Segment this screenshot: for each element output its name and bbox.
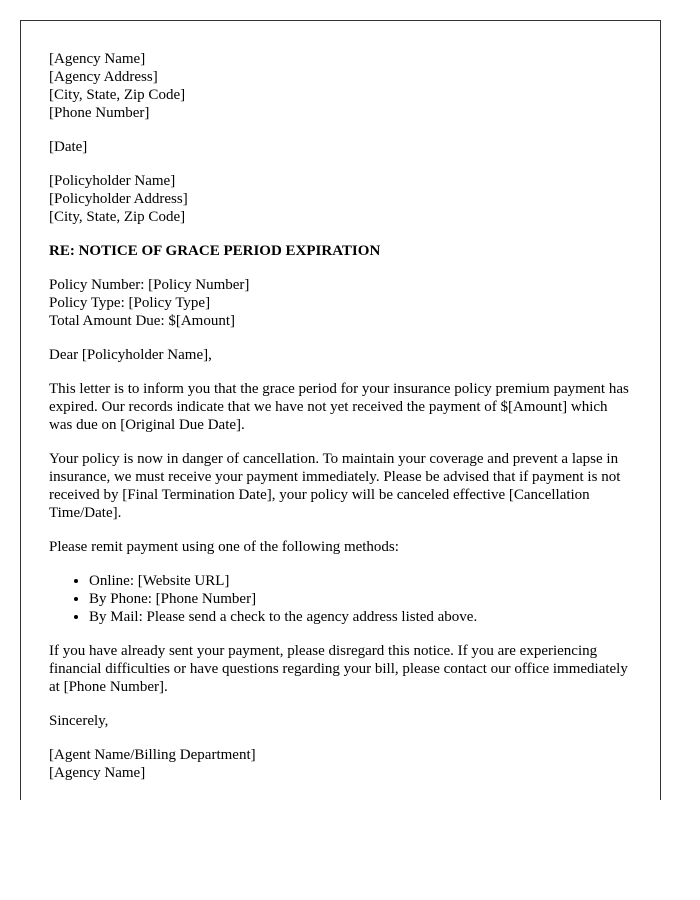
- signature-agency: [Agency Name]: [49, 765, 146, 781]
- signature-block: [49, 746, 660, 782]
- recipient-name: [Policyholder Name]: [49, 173, 176, 189]
- recipient-city-state-zip: [City, State, Zip Code]: [49, 209, 186, 225]
- subject-line: RE: NOTICE OF GRACE PERIOD EXPIRATION: [49, 243, 381, 259]
- letter-page: [20, 20, 661, 800]
- body-paragraph-1: This letter is to inform you that the grace period for your insurance policy premium payment has expired. Our records indicate that we have not yet received the payment of $[Amount] which was due on [Original Due Date].: [49, 381, 629, 433]
- closing: Sincerely,: [49, 713, 109, 729]
- policy-number: Policy Number: [Policy Number]: [49, 277, 250, 293]
- sender-block: [49, 50, 660, 122]
- payment-method-online: • Online: [Website URL]: [89, 572, 660, 590]
- sender-phone: [Phone Number]: [49, 105, 150, 121]
- payment-method-mail: • By Mail: Please send a check to the agency address listed above.: [89, 608, 660, 626]
- policy-details: [49, 276, 660, 330]
- sender-address: [Agency Address]: [49, 69, 158, 85]
- recipient-block: [49, 172, 660, 226]
- salutation-block: [49, 346, 660, 364]
- policy-amount-due: Total Amount Due: $[Amount]: [49, 313, 236, 329]
- policy-type: Policy Type: [Policy Type]: [49, 295, 211, 311]
- signature-agent: [Agent Name/Billing Department]: [49, 747, 256, 763]
- payment-intro-paragraph: Please remit payment using one of the following methods:: [49, 539, 399, 555]
- body-paragraph-2: Your policy is now in danger of cancellation. To maintain your coverage and prevent a lapse in insurance, we must receive your payment immediately. Please be advised that if payment is not received by [Final Termination Date], your policy will be canceled effective [Cancellation Time/Date].: [49, 451, 621, 521]
- date-block: [49, 138, 660, 156]
- sender-name: [Agency Name]: [49, 51, 146, 67]
- closing-paragraph: If you have already sent your payment, please disregard this notice. If you are experiencing financial difficulties or have questions regarding your bill, please contact our office immediately at [Phone Number].: [49, 643, 628, 695]
- salutation: Dear [Policyholder Name],: [49, 347, 212, 363]
- subject-block: [49, 242, 660, 260]
- closing-block: [49, 712, 660, 730]
- sender-city-state-zip: [City, State, Zip Code]: [49, 87, 186, 103]
- payment-method-phone: • By Phone: [Phone Number]: [89, 590, 660, 608]
- recipient-address: [Policyholder Address]: [49, 191, 188, 207]
- letter-date: [Date]: [49, 139, 88, 155]
- payment-methods-list: [49, 572, 660, 626]
